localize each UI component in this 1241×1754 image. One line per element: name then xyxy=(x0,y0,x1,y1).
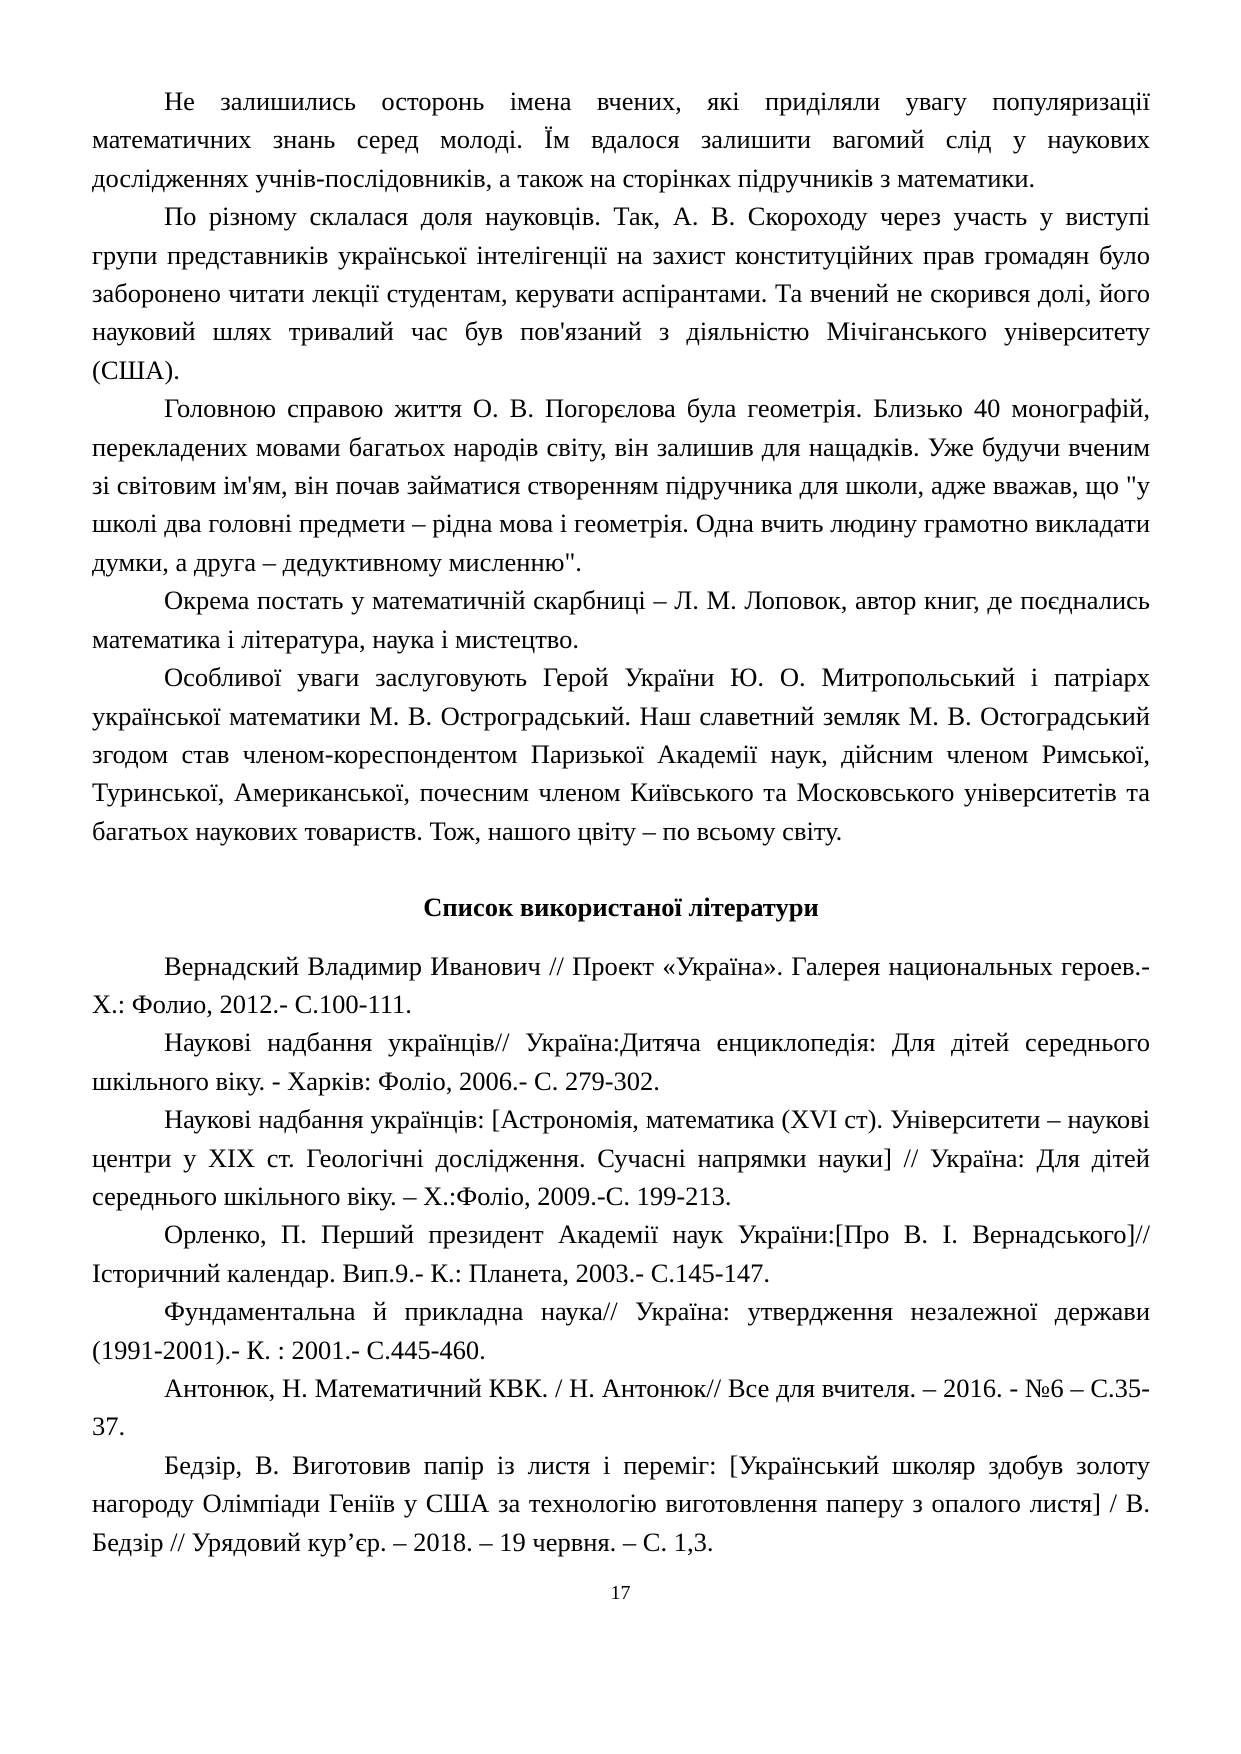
reference-item: Наукові надбання українців// Україна:Дитяча енциклопедія: Для дітей середнього шкільного віку. - Харків: Фоліо, 2006.- С. 279-302. xyxy=(92,1027,1150,1096)
page-number: 17 xyxy=(610,1582,631,1604)
body-paragraph: Головною справою життя О. В. Погорєлова була геометрія. Близько 40 монографій, перекладених мовами багатьох народів світу, він залишив для нащадків. Уже будучи вченим зі світовим ім'ям, він почав займатися створенням підручника для школи, адже вважав, що "у школі два головні предмети – рідна мова і геометрія. Одна вчить людину грамотно викладати думки, а друга – дедуктивному мисленню". xyxy=(92,393,1150,577)
reference-item: Антонюк, Н. Математичний КВК. / Н. Антонюк// Все для вчителя. – 2016. - №6 – С.35-37. xyxy=(92,1373,1150,1442)
body-paragraph: Не залишились осторонь імена вчених, які приділяли увагу популяризації математичних знань серед молоді. Їм вдалося залишити вагомий слід у наукових дослідженнях учнів-послідовників, а також на сторінках підручників з математики. xyxy=(92,86,1150,193)
body-paragraph: Окрема постать у математичній скарбниці – Л. М. Лоповок, автор книг, де поєднались математика і література, наука і мистецтво. xyxy=(92,585,1150,654)
reference-item: Наукові надбання українців: [Астрономія, математика (XVI ст). Університети – наукові центри у XIX ст. Геологічні дослідження. Сучасні напрямки науки] // Україна: Для дітей середнього шкільного віку. – Х.:Фоліо, 2009.-С. 199-213. xyxy=(92,1104,1150,1211)
references-list xyxy=(92,947,1150,1562)
references-heading: Список використаної літератури xyxy=(423,892,819,923)
reference-item: Бедзір, В. Виготовив папір із листя і переміг: [Український школяр здобув золоту нагороду Олімпіади Геніїв у США за технологію виготовлення паперу з опалого листя] / В. Бедзір // Урядовий кур’єр. – 2018. – 19 червня. – С. 1,3. xyxy=(92,1449,1150,1557)
reference-item: Фундаментальна й прикладна наука// Україна: утвердження незалежної держави (1991-2001).- К. : 2001.- С.445-460. xyxy=(92,1296,1150,1365)
body-paragraph: Особливої уваги заслуговують Герой України Ю. О. Митропольський і патріарх української математики М. В. Остроградський. Наш славетний земляк М. В. Остоградський згодом став членом-кореспондентом Паризької Академії наук, дійсним членом Римської, Туринської, Американської, почесним членом Київського та Московського університетів та багатьох наукових товариств. Тож, нашого цвіту – по всьому світу. xyxy=(92,662,1150,846)
reference-item: Орленко, П. Перший президент Академії наук України:[Про В. І. Вернадського]// Історичний календар. Вип.9.- К.: Планета, 2003.- С.145-147. xyxy=(92,1219,1150,1288)
document-page xyxy=(92,82,1150,1561)
reference-item: Вернадский Владимир Иванович // Проект «Україна». Галерея национальных героев.- Х.: Фолио, 2012.- С.100-111. xyxy=(92,950,1150,1019)
body-paragraph: По різному склалася доля науковців. Так, А. В. Скороходу через участь у виступі групи представників української інтелігенції на захист конституційних прав громадян було заборонено читати лекції студентам, керувати аспірантами. Та вчений не скорився долі, його науковий шлях тривалий час був пов'язаний з діяльністю Мічіганського університету (США). xyxy=(92,201,1150,385)
